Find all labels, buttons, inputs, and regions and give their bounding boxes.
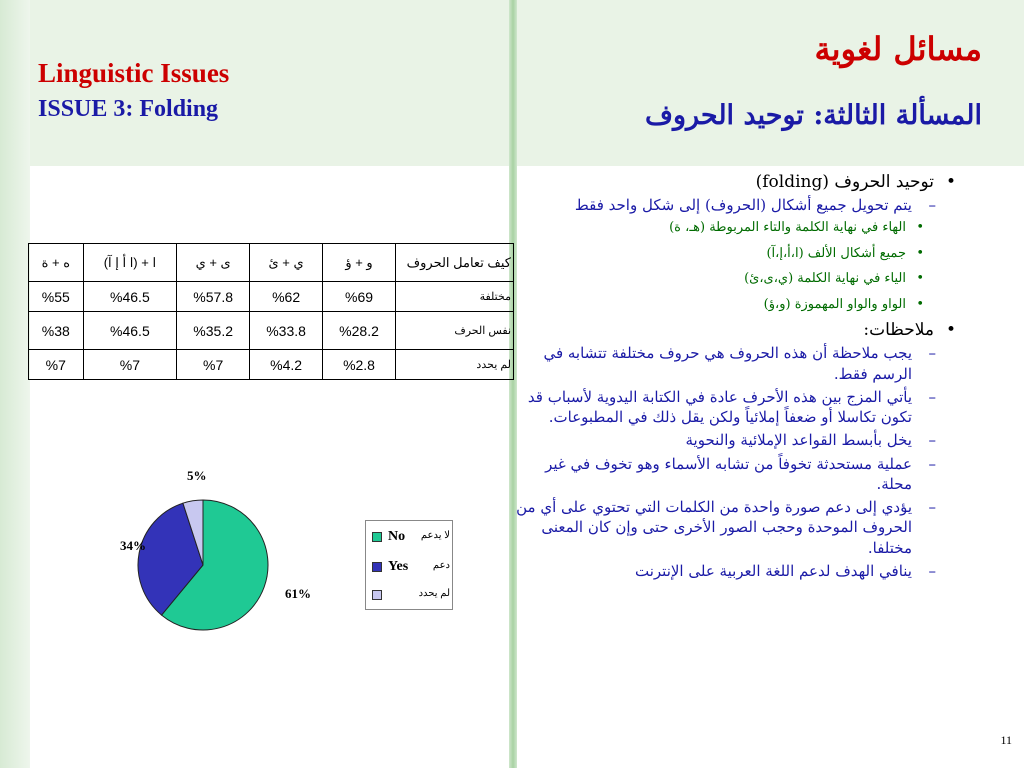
pie-label: 5%: [187, 468, 207, 483]
legend-label-ar: لا يدعم: [420, 530, 450, 541]
row-label: مختلفة: [396, 282, 514, 312]
table-cell: %4.2: [250, 350, 323, 380]
note-item: – يأتي المزج بين هذه الأحرف عادة في الكتابة اليدوية لأسباب قد تكون تكاسلا أو ضعفاً إملائياً ولكن يقل ذلك في المطبوعات.: [514, 387, 912, 428]
letter-item: • الواو والواو المهموزة (و،ؤ): [514, 295, 906, 315]
table-cell: %46.5: [83, 312, 177, 350]
table-cell: %35.2: [177, 312, 250, 350]
table-header-cell: ى + ي: [177, 244, 250, 282]
table-cell: %33.8: [250, 312, 323, 350]
row-label: نفس الحرف: [396, 312, 514, 350]
notes-list: [514, 343, 934, 581]
letter-item: • الهاء في نهاية الكلمة والتاء المربوطة (هـ، ة): [514, 218, 906, 238]
sub-list: [514, 195, 934, 215]
chart-legend: [365, 520, 453, 610]
table-header-cell: ا + (ا أ إ آ): [83, 244, 177, 282]
table-cell: %7: [83, 350, 177, 380]
header-right-band: [516, 0, 1024, 166]
table-cell: %55: [29, 282, 84, 312]
table-cell: %57.8: [177, 282, 250, 312]
table-cell: %62: [250, 282, 323, 312]
bullet-list: [514, 172, 934, 584]
legend-label-ar: دعم: [432, 560, 450, 571]
stats-table: [28, 243, 514, 380]
table-cell: %46.5: [83, 282, 177, 312]
legend-label-en: No: [388, 529, 406, 544]
left-border: [0, 0, 30, 768]
sub-bullet: – يتم تحويل جميع أشكال (الحروف) إلى شكل واحد فقط: [514, 195, 912, 215]
note-item: – عملية مستحدثة تخوفاً من تشابه الأسماء وهو تخوف في غير محلة.: [514, 454, 912, 495]
legend-item: [372, 559, 452, 575]
table-row: [29, 282, 514, 312]
table-row: [29, 312, 514, 350]
table-header-cell: كيف تعامل الحروف: [396, 244, 514, 282]
legend-item: [372, 529, 452, 545]
table-cell: %7: [177, 350, 250, 380]
page-number: 11: [1000, 733, 1012, 747]
table-header-row: [29, 244, 514, 282]
subtitle-arabic: المسألة الثالثة: توحيد الحروف: [644, 100, 982, 131]
table-header-cell: و + ؤ: [323, 244, 396, 282]
note-item: – يخل بأبسط القواعد الإملائية والنحوية: [514, 430, 912, 450]
subtitle-english: ISSUE 3: Folding: [38, 96, 219, 122]
table-cell: %28.2: [323, 312, 396, 350]
letter-item: • الياء في نهاية الكلمة (ي،ى،ئ): [514, 269, 906, 289]
legend-swatch: [372, 562, 382, 572]
row-label: لم يحدد: [396, 350, 514, 380]
note-item: – ينافي الهدف لدعم اللغة العربية على الإنترنت: [514, 561, 912, 581]
pie-label: 34%: [120, 538, 146, 553]
legend-swatch: [372, 590, 382, 600]
title-english: Linguistic Issues: [38, 58, 230, 88]
legend-label-ar: لم يحدد: [418, 588, 450, 599]
bullet-notes: • ملاحظات:: [514, 320, 934, 340]
table-cell: %2.8: [323, 350, 396, 380]
legend-label-en: Yes: [388, 559, 409, 574]
bullet-folding: • توحيد الحروف (folding): [514, 172, 934, 192]
note-item: – يؤدي إلى دعم صورة واحدة من الكلمات التي تحتوي على أي من الحروف الموحدة وحجب الصور الأخرى حتى وإن كان المعنى مختلفا.: [514, 497, 912, 558]
table-header-cell: ه + ة: [29, 244, 84, 282]
table-header-cell: ي + ئ: [250, 244, 323, 282]
note-item: – يجب ملاحظة أن هذه الحروف هي حروف مختلفة تتشابه في الرسم فقط.: [514, 343, 912, 384]
legend-item: [372, 587, 452, 603]
table-row: [29, 350, 514, 380]
pie-label: 61%: [285, 586, 311, 601]
letter-item: • جميع أشكال الألف (ا،أ،إ،آ): [514, 244, 906, 264]
table-cell: %7: [29, 350, 84, 380]
sub-sub-list: [514, 218, 934, 314]
title-arabic: مسائل لغوية: [814, 30, 982, 68]
table-cell: %38: [29, 312, 84, 350]
legend-swatch: [372, 532, 382, 542]
table-cell: %69: [323, 282, 396, 312]
